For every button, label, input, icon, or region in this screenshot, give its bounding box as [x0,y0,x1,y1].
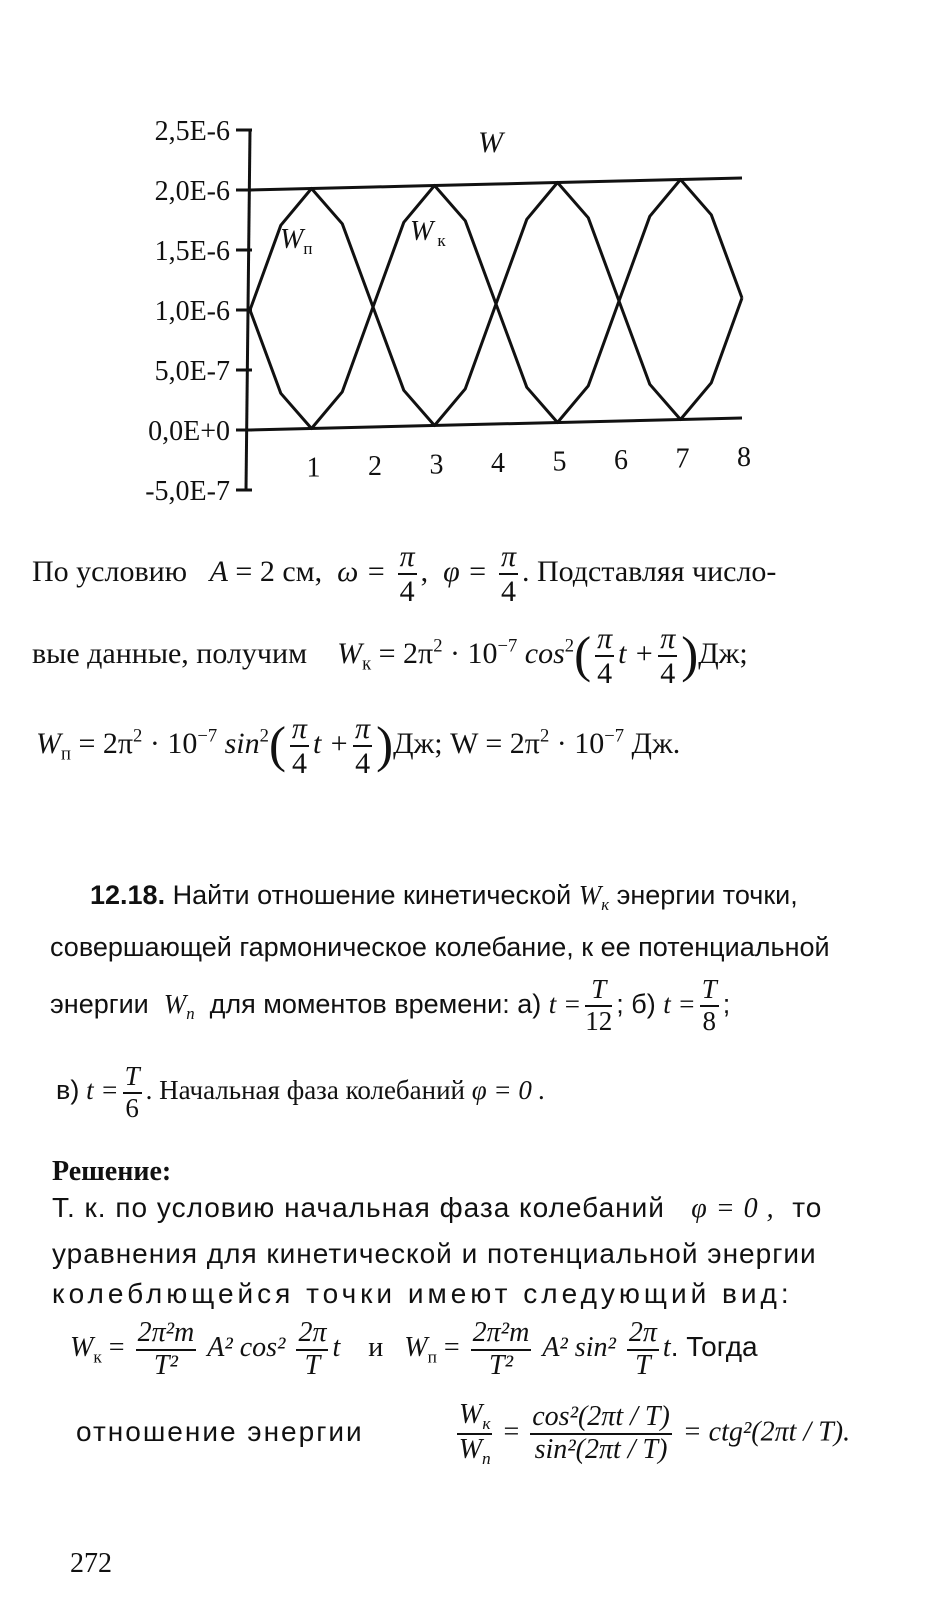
series-w-kinetic [250,180,742,429]
solution-line-3: колеблющейся точки имеют следующий вид: [52,1278,793,1309]
problem-line-1: 12.18. Найти отношение кинетической $W_к$ энергии точки, [90,880,798,914]
y-tick-label: 2,5E-6 [154,116,230,147]
page-number: 272 [70,1548,112,1579]
y-tick-label: 2,0E-6 [154,176,230,207]
x-tick-label: 1 [306,452,321,484]
y-tick-label: 5,0E-7 [154,356,230,387]
x-tick-label: 6 [614,445,628,476]
x-tick-label: 7 [675,443,690,475]
label-wp: $W_п$ [280,224,313,258]
x-tick-label: 3 [429,449,444,481]
condition-line-3: $W_п = 2\pi^2 \cdot 10^{-7}$ $\sin^2$( $\frac{\pi}{4}$ t + $\frac{\pi}{4}$ )Дж; $W = 2\pi^2 \cdot 10^{-7}$ Дж. [36,712,681,780]
chart-series [250,178,742,429]
problem-line-3: энергии $W_п$ для моментов времени: а) t = $\frac{T}{12}$ ; б) t = $\frac{T}{8}$ ; [50,974,731,1036]
y-tick-label: 1,5E-6 [154,236,230,267]
problem-number: 12.18. [90,880,166,910]
energy-chart [0,0,951,540]
x-tick-label: 2 [368,451,382,482]
label-wk: W $_к$ [410,216,446,250]
solution-formulas: $W_к$ = $\frac{\text{2π²m}}{\text{T²}}$ A² cos² $\frac{2\pi}{T}$ t и $W_п$ = $\frac{\text{2π²m}}{\text{T²}}$ A² sin² $\frac{2\pi}{T}$ t. Тогда [70,1317,758,1381]
x-tick-label: 8 [737,442,751,473]
condition-line-2: вые данные, получим $W_к = 2\pi^2 \cdot 10^{-7}$ $\cos^2$( $\frac{\pi}{4}$ t + $\frac{\pi}{4}$ )Дж; [32,622,748,690]
solution-line-1: Т. к. по условию начальная фаза колебаний φ = 0 , то [52,1192,823,1224]
solution-ratio: отношение энергии $\frac{W_к}{W_п}$ = $\frac{\text{cos²(2πt / T)}}{\text{sin²(2πt / T)}}$ = ctg²(2πt / T). [76,1399,851,1469]
solution-line-2: уравнения для кинетической и потенциальной энергии [52,1238,817,1269]
y-tick-label: 1,0E-6 [154,296,230,327]
y-tick-label: 0,0E+0 [148,416,230,447]
x-tick-label: 4 [491,448,505,479]
problem-line-2: совершающей гармоническое колебание, к ее потенциальной [50,932,830,962]
label-w: W [478,126,503,159]
series-w [250,178,742,190]
y-tick-labels [145,116,252,507]
x-tick-labels [307,442,752,484]
x-axis [250,418,742,430]
condition-line-1: По условию A = 2 см, ω = $\frac{\pi}{4}$ , φ = $\frac{\pi}{4}$ . Подставляя число- [32,540,777,608]
problem-line-4: в) t = $\frac{T}{6}$ . Начальная фаза колебаний φ = 0 . [56,1061,546,1123]
y-tick-label: -5,0E-7 [145,476,230,507]
solution-heading: Решение: [52,1156,172,1187]
x-tick-label: 5 [552,446,567,478]
